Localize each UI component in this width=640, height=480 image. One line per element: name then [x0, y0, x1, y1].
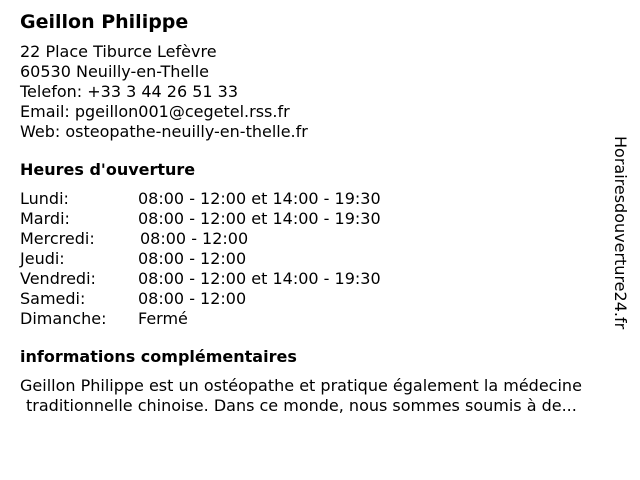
day-hours: 08:00 - 12:00: [138, 289, 247, 308]
hours-row-wednesday: [20, 229, 610, 249]
day-label: Jeudi:: [20, 249, 65, 268]
phone-line[interactable]: Telefon: +33 3 44 26 51 33: [20, 82, 239, 101]
day-hours: 08:00 - 12:00 et 14:00 - 19:30: [138, 209, 381, 228]
day-label: Lundi:: [20, 189, 69, 208]
info-line-1: Geillon Philippe est un ostéopathe et pratique également la médecine: [20, 376, 582, 395]
hours-row-monday: [20, 189, 610, 209]
day-hours: Fermé: [138, 309, 188, 328]
day-label: Dimanche:: [20, 309, 107, 328]
day-label: Samedi:: [20, 289, 86, 308]
hours-row-sunday: [20, 309, 610, 329]
hours-row-thursday: [20, 249, 610, 269]
hours-row-saturday: [20, 289, 610, 309]
additional-info-text: [20, 376, 610, 416]
web-line[interactable]: Web: osteopathe-neuilly-en-thelle.fr: [20, 122, 308, 141]
opening-hours-heading: Heures d'ouverture: [20, 160, 196, 179]
opening-hours-table: [20, 189, 610, 329]
day-label: Mardi:: [20, 209, 70, 228]
address-line-city: 60530 Neuilly-en-Thelle: [20, 62, 210, 81]
day-hours: 08:00 - 12:00: [138, 249, 247, 268]
hours-row-friday: [20, 269, 610, 289]
business-name: Geillon Philippe: [20, 11, 189, 33]
day-hours: 08:00 - 12:00: [140, 229, 249, 248]
day-hours: 08:00 - 12:00 et 14:00 - 19:30: [138, 189, 381, 208]
info-line-2: traditionnelle chinoise. Dans ce monde, nous sommes soumis à de...: [26, 396, 577, 415]
day-hours: 08:00 - 12:00 et 14:00 - 19:30: [138, 269, 381, 288]
additional-info-heading: informations complémentaires: [20, 347, 297, 366]
business-card: [20, 8, 610, 416]
hours-row-tuesday: [20, 209, 610, 229]
day-label: Mercredi:: [20, 229, 95, 248]
site-watermark: Horairesdouverture24.fr: [611, 136, 630, 330]
address-line-street: 22 Place Tiburce Lefèvre: [20, 42, 217, 61]
email-line[interactable]: Email: pgeillon001@cegetel.rss.fr: [20, 102, 290, 121]
day-label: Vendredi:: [20, 269, 96, 288]
